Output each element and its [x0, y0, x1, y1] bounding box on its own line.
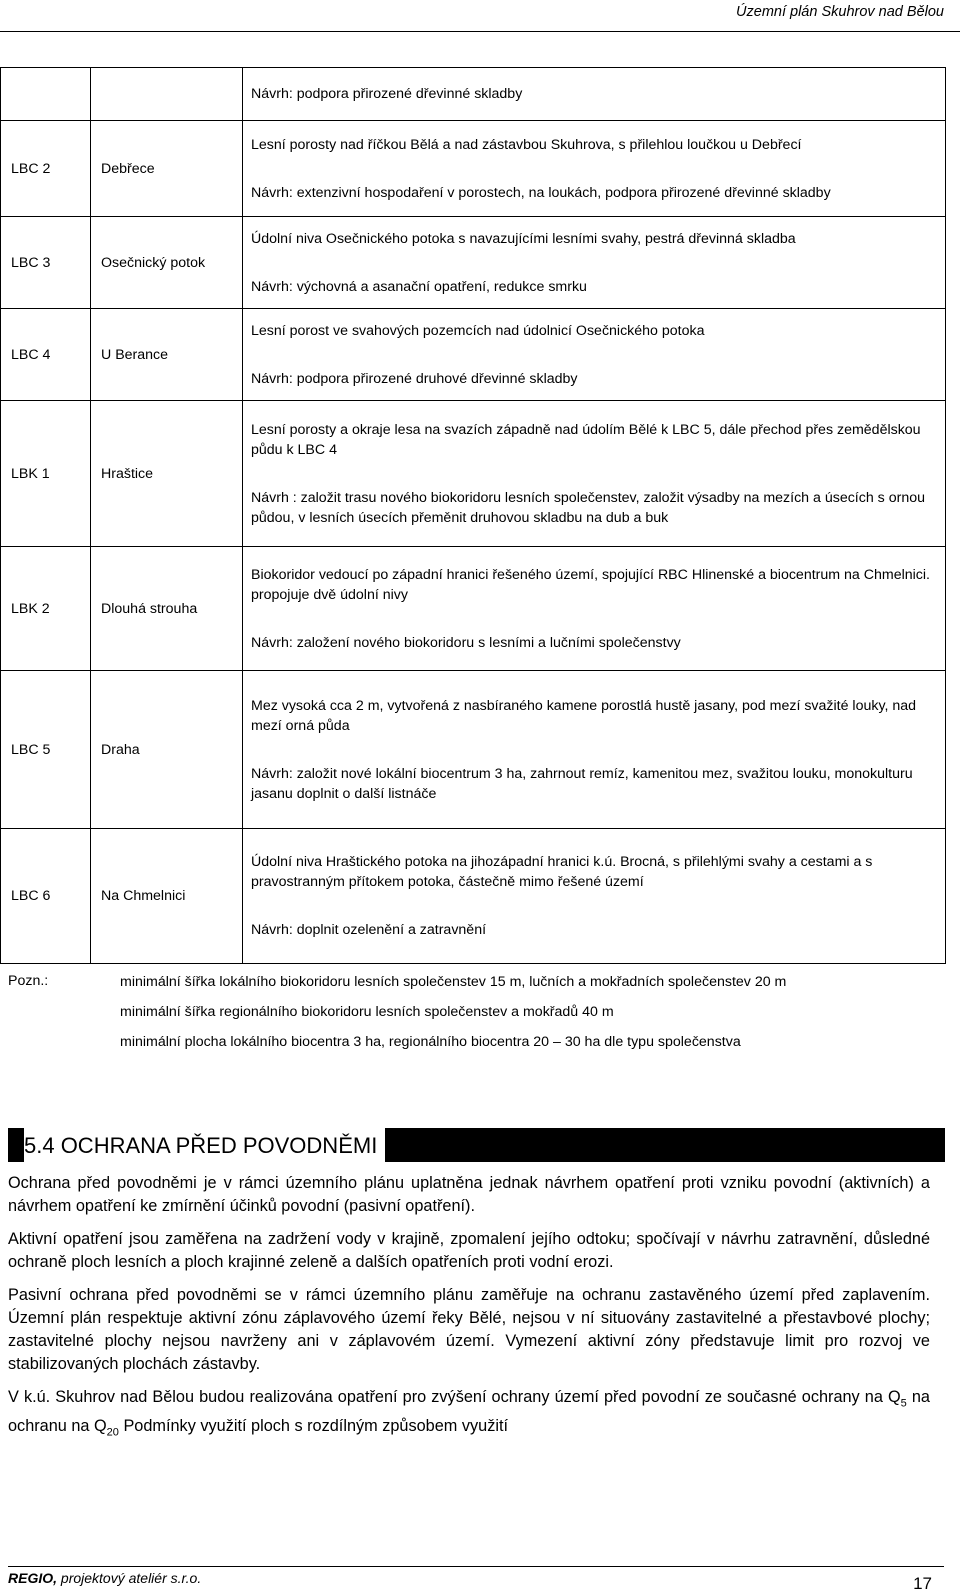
table-row: [1, 217, 946, 309]
subscript-q5: 5: [900, 1397, 907, 1410]
page-number: 17: [913, 1574, 932, 1593]
note-line: minimální šířka regionálního biokoridoru lesních společenstev a mokřadů 40 m: [120, 1004, 614, 1020]
element-name-cell: [91, 68, 243, 121]
element-name-cell: Dlouhá strouha: [91, 547, 243, 671]
last-para-text-1: V k.ú. Skuhrov nad Bělou budou realizována opatření pro zvýšení ochrany území před povodní ze současné ochrany na Q: [8, 1388, 901, 1406]
element-name-cell: Osečnický potok: [91, 217, 243, 309]
element-description-cell: [243, 121, 946, 217]
body-paragraph: Aktivní opatření jsou zaměřena na zadržení vody v krajině, zpomalení jejího odtoku; spočívají v návrhu zatravnění, důsledné ochraně ploch lesních a ploch krajinné zeleně a dalších opatřeních proti vodní erozi.: [8, 1230, 930, 1271]
table-row: [1, 547, 946, 671]
table-row: [1, 829, 946, 964]
element-description-cell: [243, 309, 946, 401]
element-code-cell: LBK 1: [1, 401, 91, 547]
description-text: Lesní porosty a okraje lesa na svazích západně nad údolím Bělé k LBC 5, dále přechod přes zemědělskou půdu k LBC 4: [251, 421, 921, 458]
last-para-text-2: na ochranu na Q: [8, 1388, 930, 1436]
section-body: [8, 1172, 930, 1455]
description-text: Údolní niva Osečnického potoka s navazujícími lesními svahy, pestrá dřevinná skladba: [251, 230, 796, 247]
element-name-cell: Na Chmelnici: [91, 829, 243, 964]
table-row: [1, 401, 946, 547]
note-line: minimální šířka lokálního biokoridoru lesních společenstev 15 m, lučních a mokřadních společenstev 20 m: [120, 974, 787, 990]
proposal-text: Návrh: extenzivní hospodaření v porostech, na loukách, podpora přirozené dřevinné skladby: [251, 184, 831, 201]
description-text: Lesní porosty nad říčkou Bělá a nad zástavbou Skuhrova, s přilehlou loučkou u Debřecí: [251, 136, 802, 153]
element-description-cell: [243, 547, 946, 671]
element-description-cell: [243, 401, 946, 547]
element-name-cell: U Berance: [91, 309, 243, 401]
footer-divider: [8, 1566, 944, 1567]
proposal-text: Návrh: založení nového biokoridoru s lesními a lučními společenstvy: [251, 634, 681, 651]
proposal-text: Návrh: doplnit ozelenění a zatravnění: [251, 922, 487, 938]
note-lines: [120, 973, 786, 1063]
body-paragraph: Pasivní ochrana před povodněmi se v rámci územního plánu zaměřuje na ochranu zastavěného území před zaplavením. Územní plán respektuje aktivní zónu záplavového území řeky Bělé, nejsou v ní situovány zastavitelné a přestavbové plochy; zastavitelné plochy nejsou navrženy ani v záplavovém území. Vymezení aktivní zóny představuje limit pro rozvoj ve stabilizovaných plochách zástavby.: [8, 1286, 930, 1373]
element-code-cell: LBC 5: [1, 671, 91, 829]
table-row: [1, 309, 946, 401]
footer-company-rest: projektový ateliér s.r.o.: [57, 1570, 202, 1586]
element-name-cell: Debřece: [91, 121, 243, 217]
note-line: minimální plocha lokálního biocentra 3 ha, regionálního biocentra 20 – 30 ha dle typu společenstva: [120, 1034, 741, 1050]
body-paragraph-last: [8, 1386, 930, 1445]
table-row: [1, 68, 946, 121]
element-code-cell: LBC 6: [1, 829, 91, 964]
table-body: [1, 68, 946, 964]
note-label: Pozn.:: [8, 973, 49, 989]
element-code-cell: [1, 68, 91, 121]
description-text: Údolní niva Hraštického potoka na jihozápadní hranici k.ú. Brocná, s přilehlými svahy a cestami a s pravostranným přítokem potoka, částečně mimo řešené území: [251, 854, 873, 890]
header-divider: [0, 31, 960, 32]
table-row: [1, 671, 946, 829]
description-text: Biokoridor vedoucí po západní hranici řešeného území, spojující RBC Hlinenské a biocentrum na Chmelnici. propojuje dvě údolní nivy: [251, 566, 930, 603]
element-code-cell: LBC 3: [1, 217, 91, 309]
proposal-text: Návrh: založit nové lokální biocentrum 3 ha, zahrnout remíz, kamenitou mez, svažitou louku, monokulturu jasanu doplnit o další listnáče: [251, 765, 913, 802]
footer-company-name: REGIO,: [8, 1570, 58, 1586]
element-description-cell: [243, 671, 946, 829]
section-heading: [8, 1128, 945, 1162]
subscript-q20: 20: [106, 1426, 119, 1439]
last-para-text-3: Podmínky využití ploch s rozdílným způsobem využití: [118, 1417, 509, 1436]
section-heading-text: 5.4 OCHRANA PŘED POVODNĚMI: [24, 1128, 385, 1162]
body-paragraph: Ochrana před povodněmi je v rámci územního plánu uplatněna jednak návrhem opatření proti vzniku povodní (aktivních) a návrhem opatření ke zmírnění účinků povodní (pasivní opatření).: [8, 1174, 930, 1215]
proposal-text: Návrh: výchovná a asanační opatření, redukce smrku: [251, 278, 587, 295]
element-name-cell: Hraštice: [91, 401, 243, 547]
element-description-cell: [243, 217, 946, 309]
element-name-cell: Draha: [91, 671, 243, 829]
element-code-cell: LBC 2: [1, 121, 91, 217]
document-header-title: Územní plán Skuhrov nad Bělou: [736, 4, 944, 20]
ecological-elements-table: [0, 67, 946, 964]
footer-company: [8, 1570, 201, 1586]
description-text: Mez vysoká cca 2 m, vytvořená z nasbíraného kamene porostlá hustě jasany, pod mezí svažité louky, nad mezí orná půda: [251, 697, 917, 734]
element-code-cell: LBK 2: [1, 547, 91, 671]
element-description-cell: [243, 829, 946, 964]
proposal-text: Návrh : založit trasu nového biokoridoru lesních společenstev, založit výsadby na mezích a úsecích s ornou půdou, v lesních úsecích přeměnit druhovou skladbu na dub a buk: [251, 489, 925, 526]
element-description-cell: [243, 68, 946, 121]
proposal-text: Návrh: podpora přirozené druhové dřevinné skladby: [251, 370, 578, 387]
element-code-cell: LBC 4: [1, 309, 91, 401]
table-row: [1, 121, 946, 217]
proposal-text: Návrh: podpora přirozené dřevinné skladby: [251, 86, 523, 102]
description-text: Lesní porost ve svahových pozemcích nad údolnicí Osečnického potoka: [251, 322, 705, 339]
